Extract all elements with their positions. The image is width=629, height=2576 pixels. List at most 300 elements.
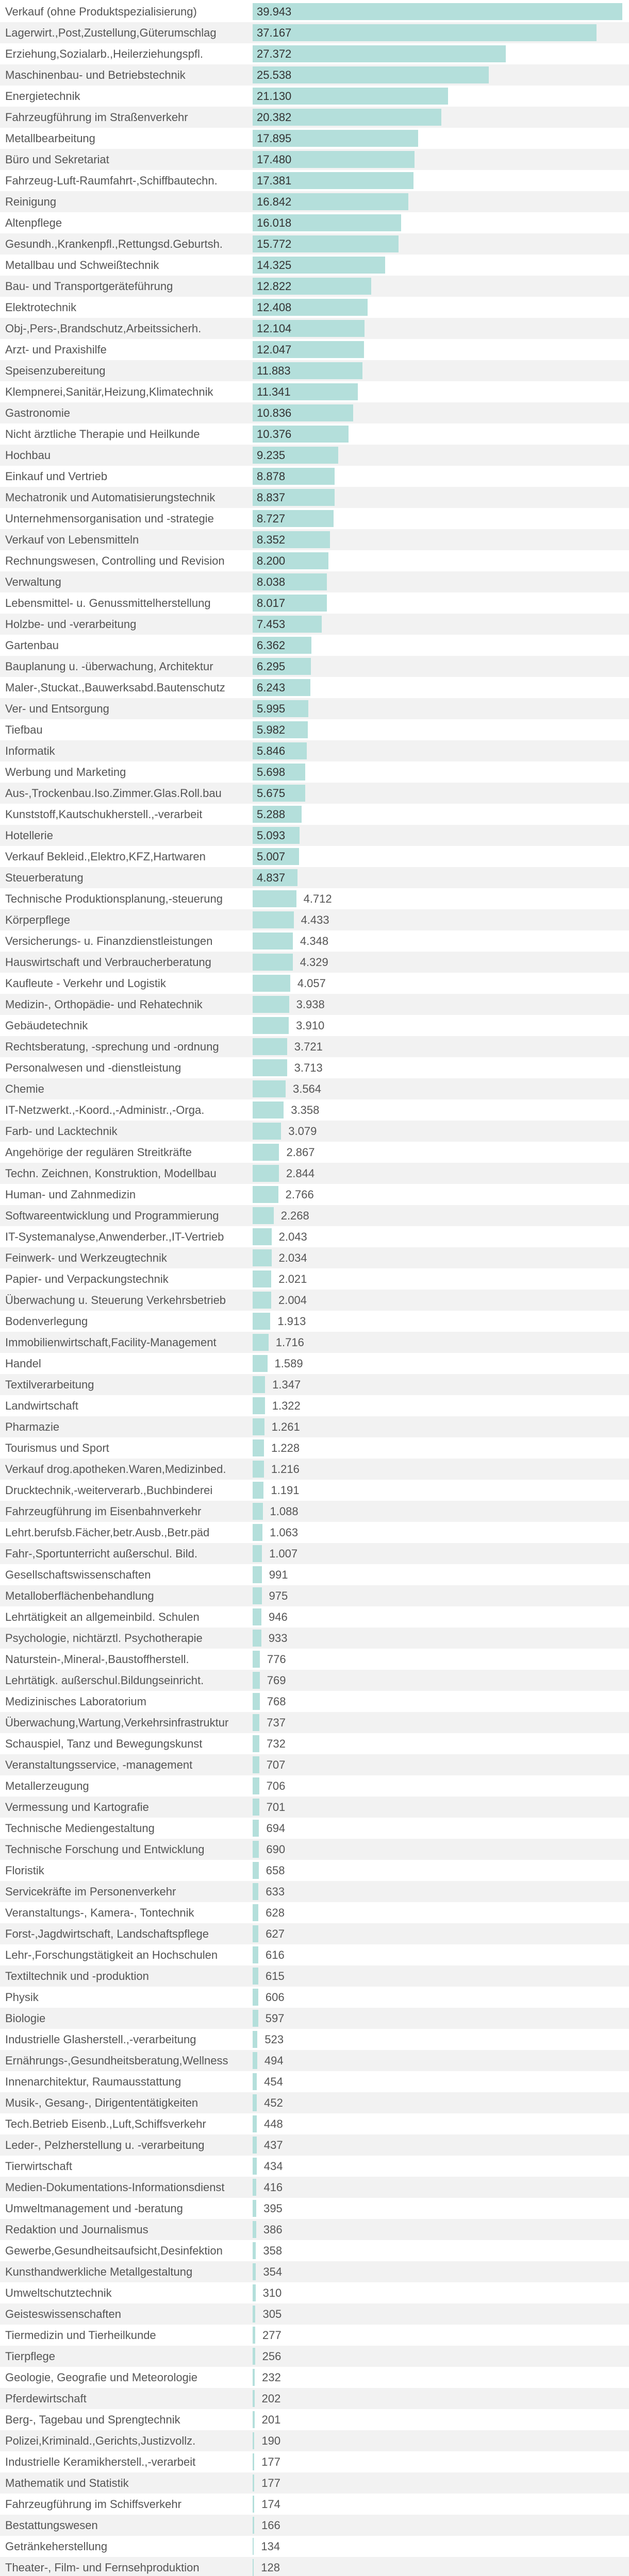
category-label: Versicherungs- u. Finanzdienstleistungen	[5, 935, 213, 947]
bar-row	[0, 1290, 629, 1311]
category-label: Mathematik und Statistik	[5, 2477, 129, 2489]
bar-row	[0, 360, 629, 381]
category-label: Verwaltung	[5, 575, 61, 588]
value-label: 1.261	[271, 1420, 300, 1433]
value-label: 8.878	[257, 470, 286, 483]
bar-row	[0, 2494, 629, 2515]
category-label: Informatik	[5, 744, 55, 757]
category-label: Holzbe- und -verarbeitung	[5, 618, 137, 631]
value-label: 448	[264, 2117, 283, 2130]
value-label: 2.034	[278, 1251, 307, 1264]
category-label: Umweltschutztechnik	[5, 2286, 112, 2299]
category-label: Aus-,Trockenbau.Iso.Zimmer.Glas.Roll.bau	[5, 787, 222, 800]
value-label: 232	[262, 2371, 281, 2384]
bar	[253, 1397, 265, 1414]
category-label: Techn. Zeichnen, Konstruktion, Modellbau	[5, 1167, 217, 1180]
bar	[253, 890, 296, 907]
value-label: 7.453	[257, 618, 286, 631]
category-label: Technische Mediengestaltung	[5, 1822, 155, 1835]
bar	[253, 2031, 257, 2048]
category-label: Softwareentwicklung und Programmierung	[5, 1209, 219, 1222]
value-label: 1.191	[271, 1484, 300, 1497]
bar-row	[0, 635, 629, 656]
bar	[253, 1714, 259, 1731]
value-label: 10.836	[257, 406, 292, 419]
bar-row	[0, 2198, 629, 2219]
value-label: 5.846	[257, 744, 286, 757]
bar-row	[0, 1036, 629, 1057]
bar-row	[0, 614, 629, 635]
bar	[253, 1735, 259, 1752]
category-label: Überwachung u. Steuerung Verkehrsbetrieb	[5, 1294, 226, 1307]
value-label: 16.842	[257, 195, 292, 208]
value-label: 454	[264, 2075, 283, 2088]
category-label: Lehrt.berufsb.Fächer,betr.Ausb.,Betr.päd	[5, 1526, 210, 1539]
bar-row	[0, 170, 629, 191]
bar-row	[0, 1522, 629, 1543]
value-label: 737	[267, 1716, 286, 1729]
value-label: 16.018	[257, 216, 292, 229]
bar	[253, 1904, 258, 1921]
value-label: 606	[265, 1991, 285, 2004]
bar-row	[0, 339, 629, 360]
category-label: Metallbearbeitung	[5, 132, 95, 145]
bar-row	[0, 1311, 629, 1332]
value-label: 5.982	[257, 723, 286, 736]
bar	[253, 1439, 264, 1456]
category-label: Geisteswissenschaften	[5, 2308, 121, 2320]
bar-row	[0, 43, 629, 64]
value-label: 523	[264, 2033, 284, 2046]
bar-row	[0, 888, 629, 909]
value-label: 12.104	[257, 322, 292, 335]
value-label: 1.589	[274, 1357, 303, 1370]
category-label: Kaufleute - Verkehr und Logistik	[5, 977, 166, 990]
value-label: 8.727	[257, 512, 286, 525]
bar	[253, 2073, 257, 2090]
bar	[253, 2137, 257, 2154]
bar	[253, 2475, 254, 2492]
category-label: Tech.Betrieb Eisenb.,Luft,Schiffsverkehr	[5, 2117, 206, 2130]
bar-row	[0, 402, 629, 423]
bar-row	[0, 656, 629, 677]
value-label: 3.910	[296, 1019, 325, 1032]
value-label: 3.564	[292, 1082, 322, 1095]
value-label: 2.004	[278, 1294, 307, 1307]
bar-row	[0, 2282, 629, 2303]
value-label: 690	[266, 1843, 286, 1856]
bar	[253, 2411, 255, 2428]
bar-row	[0, 2008, 629, 2029]
value-label: 707	[266, 1758, 286, 1771]
bar	[253, 2179, 256, 2196]
value-label: 202	[261, 2392, 281, 2405]
bar	[253, 1946, 258, 1963]
bar-row	[0, 1839, 629, 1860]
category-label: Getränkeherstellung	[5, 2540, 108, 2553]
bar-row	[0, 1585, 629, 1606]
value-label: 1.347	[272, 1378, 301, 1391]
bar-row	[0, 1944, 629, 1965]
bar-row	[0, 2472, 629, 2494]
value-label: 11.883	[257, 364, 291, 377]
category-label: Gesellschaftswissenschaften	[5, 1568, 151, 1581]
value-label: 4.837	[257, 871, 286, 884]
value-label: 597	[265, 2012, 285, 2025]
value-label: 17.480	[257, 153, 292, 166]
category-label: Industrielle Keramikherstell.,-verarbeit	[5, 2455, 196, 2468]
bar	[253, 1038, 287, 1055]
category-label: Personalwesen und -dienstleistung	[5, 1061, 181, 1074]
category-label: Berg-, Tagebau und Sprengtechnik	[5, 2413, 180, 2426]
bar	[253, 1862, 259, 1879]
bar	[253, 2327, 255, 2344]
bar-row	[0, 1564, 629, 1585]
value-label: 3.079	[288, 1125, 317, 1138]
bar-row	[0, 212, 629, 233]
value-label: 5.675	[257, 787, 286, 800]
bar	[253, 1270, 271, 1287]
category-label: Industrielle Glasherstell.,-verarbeitung	[5, 2033, 196, 2046]
category-label: Lehrtätigk. außerschul.Bildungseinricht.	[5, 1674, 204, 1687]
category-label: Klempnerei,Sanitär,Heizung,Klimatechnik	[5, 385, 213, 398]
value-label: 201	[261, 2413, 281, 2426]
category-label: Bauplanung u. -überwachung, Architektur	[5, 660, 213, 673]
bar-row	[0, 1332, 629, 1353]
category-label: Chemie	[5, 1082, 44, 1095]
value-label: 5.698	[257, 766, 286, 778]
bar-row	[0, 1121, 629, 1142]
category-label: Medizin-, Orthopädie- und Rehatechnik	[5, 998, 203, 1011]
bar-row	[0, 1437, 629, 1459]
bar-row	[0, 1480, 629, 1501]
category-label: Technische Forschung und Entwicklung	[5, 1843, 205, 1856]
category-label: Kunststoff,Kautschukherstell.,-verarbeit	[5, 808, 203, 821]
bar	[253, 2369, 255, 2386]
bar	[253, 2284, 256, 2301]
bar-row	[0, 2029, 629, 2050]
bar	[253, 1651, 260, 1668]
category-label: Tourismus und Sport	[5, 1442, 109, 1454]
category-label: Geologie, Geografie und Meteorologie	[5, 2371, 198, 2384]
bar-row	[0, 1205, 629, 1226]
value-label: 2.766	[285, 1188, 314, 1201]
category-label: Gesundh.,Krankenpfl.,Rettungsd.Geburtsh.	[5, 238, 223, 250]
bar	[253, 1630, 261, 1647]
category-label: Servicekräfte im Personenverkehr	[5, 1885, 176, 1898]
value-label: 11.341	[257, 385, 291, 398]
bar-row	[0, 1691, 629, 1712]
bar	[253, 2517, 254, 2534]
bar-row	[0, 1099, 629, 1121]
bar-row	[0, 2134, 629, 2156]
bar	[253, 2390, 255, 2407]
value-label: 1.716	[275, 1336, 304, 1349]
value-label: 177	[261, 2455, 280, 2468]
value-label: 8.837	[257, 491, 286, 504]
value-label: 4.712	[303, 892, 332, 905]
bar	[253, 1292, 271, 1309]
bar	[253, 1249, 272, 1266]
bar	[253, 1989, 258, 2006]
category-label: Rechnungswesen, Controlling und Revision	[5, 554, 225, 567]
category-label: Verkauf von Lebensmitteln	[5, 533, 139, 546]
bar-row	[0, 508, 629, 529]
category-label: Biologie	[5, 2012, 46, 2025]
value-label: 386	[263, 2223, 283, 2236]
category-label: Bodenverlegung	[5, 1315, 88, 1328]
bar	[253, 1566, 262, 1583]
category-label: Überwachung,Wartung,Verkehrsinfrastruktur	[5, 1716, 229, 1729]
category-label: Pferdewirtschaft	[5, 2392, 87, 2405]
category-label: Verkauf (ohne Produktspezialisierung)	[5, 5, 197, 18]
category-label: Veranstaltungsservice, -management	[5, 1758, 193, 1771]
bar	[253, 1608, 261, 1625]
bar-row	[0, 761, 629, 783]
bar	[253, 1207, 274, 1224]
category-label: Gartenbau	[5, 639, 59, 652]
bar	[253, 2221, 256, 2238]
bar-row	[0, 592, 629, 614]
value-label: 2.021	[278, 1273, 307, 1285]
category-label: Energietechnik	[5, 90, 80, 103]
category-label: Fahrzeugführung im Eisenbahnverkehr	[5, 1505, 202, 1518]
bar-row	[0, 22, 629, 43]
bar-row	[0, 1416, 629, 1437]
bar-row	[0, 2113, 629, 2134]
bar-row	[0, 1501, 629, 1522]
value-label: 4.329	[300, 956, 328, 969]
value-label: 616	[266, 1948, 285, 1961]
category-label: Physik	[5, 1991, 39, 2004]
category-label: Fahrzeugführung im Straßenverkehr	[5, 111, 188, 124]
bar-row	[0, 529, 629, 550]
bar	[253, 2094, 257, 2111]
bar-row	[0, 1754, 629, 1775]
value-label: 190	[261, 2434, 281, 2447]
category-label: Schauspiel, Tanz und Bewegungskunst	[5, 1737, 203, 1750]
value-label: 2.043	[278, 1230, 307, 1243]
value-label: 6.295	[257, 660, 286, 673]
bar-row	[0, 149, 629, 170]
bar	[253, 1756, 259, 1773]
category-label: Lehr-,Forschungstätigkeit an Hochschulen	[5, 1948, 218, 1961]
category-label: Polizei,Kriminald.,Gerichts,Justizvollz.	[5, 2434, 196, 2447]
value-label: 5.093	[257, 829, 286, 842]
bar-row	[0, 445, 629, 466]
bar-row	[0, 571, 629, 592]
bar-row	[0, 1, 629, 22]
value-label: 5.995	[257, 702, 286, 715]
value-label: 615	[266, 1970, 285, 1982]
category-label: Tiefbau	[5, 723, 43, 736]
value-label: 5.288	[257, 808, 286, 821]
category-label: Papier- und Verpackungstechnik	[5, 1273, 169, 1285]
bar-row	[0, 825, 629, 846]
category-label: Unternehmensorganisation und -strategie	[5, 512, 214, 525]
value-label: 628	[266, 1906, 285, 1919]
value-label: 3.721	[294, 1040, 323, 1053]
bar-row	[0, 297, 629, 318]
value-label: 39.943	[257, 5, 292, 18]
value-label: 166	[261, 2519, 280, 2532]
bar	[253, 1059, 287, 1076]
value-label: 128	[261, 2561, 280, 2574]
value-label: 17.895	[257, 132, 292, 145]
bar-row	[0, 994, 629, 1015]
value-label: 4.057	[297, 977, 326, 990]
bar-row	[0, 2409, 629, 2430]
value-label: 177	[261, 2477, 280, 2489]
value-label: 1.088	[270, 1505, 299, 1518]
category-label: Kunsthandwerkliche Metallgestaltung	[5, 2265, 193, 2278]
category-label: Maschinenbau- und Betriebstechnik	[5, 69, 186, 81]
category-label: Einkauf und Vertrieb	[5, 470, 108, 483]
category-label: Vermessung und Kartografie	[5, 1801, 149, 1814]
value-label: 768	[267, 1695, 286, 1708]
bar-row	[0, 1628, 629, 1649]
bar-row	[0, 719, 629, 740]
value-label: 452	[264, 2096, 283, 2109]
value-label: 25.538	[257, 69, 292, 81]
value-label: 174	[261, 2498, 280, 2511]
category-label: Immobilienwirtschaft,Facility-Management	[5, 1336, 217, 1349]
category-label: Forst-,Jagdwirtschaft, Landschaftspflege	[5, 1927, 209, 1940]
category-label: Verkauf Bekleid.,Elektro,KFZ,Hartwaren	[5, 850, 206, 863]
bar	[253, 1165, 279, 1182]
bar	[253, 1883, 258, 1900]
category-label: Drucktechnik,-weiterverarb.,Buchbinderei	[5, 1484, 213, 1497]
bar-row	[0, 740, 629, 761]
value-label: 1.322	[272, 1399, 301, 1412]
bar-row	[0, 2092, 629, 2113]
category-label: Technische Produktionsplanung,-steuerung	[5, 892, 223, 905]
category-label: Farb- und Lacktechnik	[5, 1125, 118, 1138]
bar	[253, 1080, 286, 1097]
value-label: 8.352	[257, 533, 286, 546]
bar-row	[0, 1015, 629, 1036]
value-label: 769	[267, 1674, 286, 1687]
category-label: Angehörige der regulären Streitkräfte	[5, 1146, 192, 1159]
value-label: 933	[268, 1632, 288, 1645]
value-label: 8.038	[257, 575, 286, 588]
bar	[253, 1461, 264, 1478]
value-label: 975	[269, 1589, 288, 1602]
value-label: 1.228	[271, 1442, 300, 1454]
bar	[253, 2263, 256, 2280]
bar-row	[0, 1606, 629, 1628]
bar	[253, 2538, 254, 2555]
bar	[253, 1017, 289, 1034]
value-label: 732	[267, 1737, 286, 1750]
category-label: Umweltmanagement und -beratung	[5, 2202, 183, 2215]
bar	[253, 1313, 270, 1330]
category-label: Redaktion und Journalismus	[5, 2223, 148, 2236]
category-label: Lebensmittel- u. Genussmittelherstellung	[5, 597, 211, 609]
bar-row	[0, 1965, 629, 1987]
bar	[253, 1777, 259, 1794]
value-label: 9.235	[257, 449, 286, 462]
bar	[253, 2242, 256, 2259]
value-label: 15.772	[257, 238, 292, 250]
category-label: Metallbau und Schweißtechnik	[5, 259, 159, 272]
bar-row	[0, 276, 629, 297]
category-label: Erziehung,Sozialarb.,Heilerziehungspfl.	[5, 47, 203, 60]
bar-row	[0, 1142, 629, 1163]
category-label: Metallerzeugung	[5, 1780, 89, 1792]
category-label: Büro und Sekretariat	[5, 153, 109, 166]
bar	[253, 2496, 254, 2513]
value-label: 10.376	[257, 428, 292, 440]
bar	[253, 1418, 264, 1435]
bar	[253, 996, 289, 1013]
bar	[253, 1228, 272, 1245]
value-label: 1.007	[269, 1547, 298, 1560]
bar	[253, 1925, 258, 1942]
category-label: Obj-,Pers-,Brandschutz,Arbeitssicherh.	[5, 322, 202, 335]
category-label: Reinigung	[5, 195, 57, 208]
bar	[253, 2052, 257, 2069]
category-label: Bestattungswesen	[5, 2519, 98, 2532]
bar	[253, 2559, 254, 2576]
value-label: 20.382	[257, 111, 292, 124]
category-label: Feinwerk- und Werkzeugtechnik	[5, 1251, 167, 1264]
bar	[253, 1482, 263, 1499]
category-label: Hochbau	[5, 449, 51, 462]
bar	[253, 911, 294, 928]
bar-row	[0, 2303, 629, 2325]
value-label: 776	[267, 1653, 286, 1666]
bar	[253, 1376, 265, 1393]
bar-row	[0, 2219, 629, 2240]
bar-row	[0, 2050, 629, 2071]
bar-row	[0, 2515, 629, 2536]
bar-row	[0, 2536, 629, 2557]
value-label: 4.348	[300, 935, 329, 947]
value-label: 12.822	[257, 280, 292, 293]
bar	[253, 1101, 284, 1118]
value-label: 1.216	[271, 1463, 300, 1476]
bar-row	[0, 2388, 629, 2409]
bar-row	[0, 2451, 629, 2472]
category-label: Floristik	[5, 1864, 44, 1877]
category-label: Fahrzeugführung im Schiffsverkehr	[5, 2498, 181, 2511]
bar	[253, 1123, 281, 1140]
value-label: 2.867	[286, 1146, 315, 1159]
bar-row	[0, 2346, 629, 2367]
bar-row	[0, 2325, 629, 2346]
bar	[253, 1841, 259, 1858]
bar-row	[0, 64, 629, 86]
bar	[253, 1503, 263, 1520]
category-label: Naturstein-,Mineral-,Baustoffherstell.	[5, 1653, 189, 1666]
category-label: Leder-, Pelzherstellung u. -verarbeitung	[5, 2139, 205, 2151]
bar-row	[0, 1078, 629, 1099]
bar	[253, 2115, 257, 2132]
category-label: Verkauf drog.apotheken.Waren,Medizinbed.	[5, 1463, 226, 1476]
bar-row	[0, 973, 629, 994]
category-label: Medien-Dokumentations-Informationsdienst	[5, 2181, 225, 2194]
category-label: Ver- und Entsorgung	[5, 702, 109, 715]
bar	[253, 1693, 260, 1710]
value-label: 27.372	[257, 47, 292, 60]
category-label: Steuerberatung	[5, 871, 84, 884]
bar-row	[0, 255, 629, 276]
category-label: Metalloberflächenbehandlung	[5, 1589, 154, 1602]
category-label: Pharmazie	[5, 1420, 60, 1433]
value-label: 494	[264, 2054, 284, 2067]
bar-row	[0, 867, 629, 888]
